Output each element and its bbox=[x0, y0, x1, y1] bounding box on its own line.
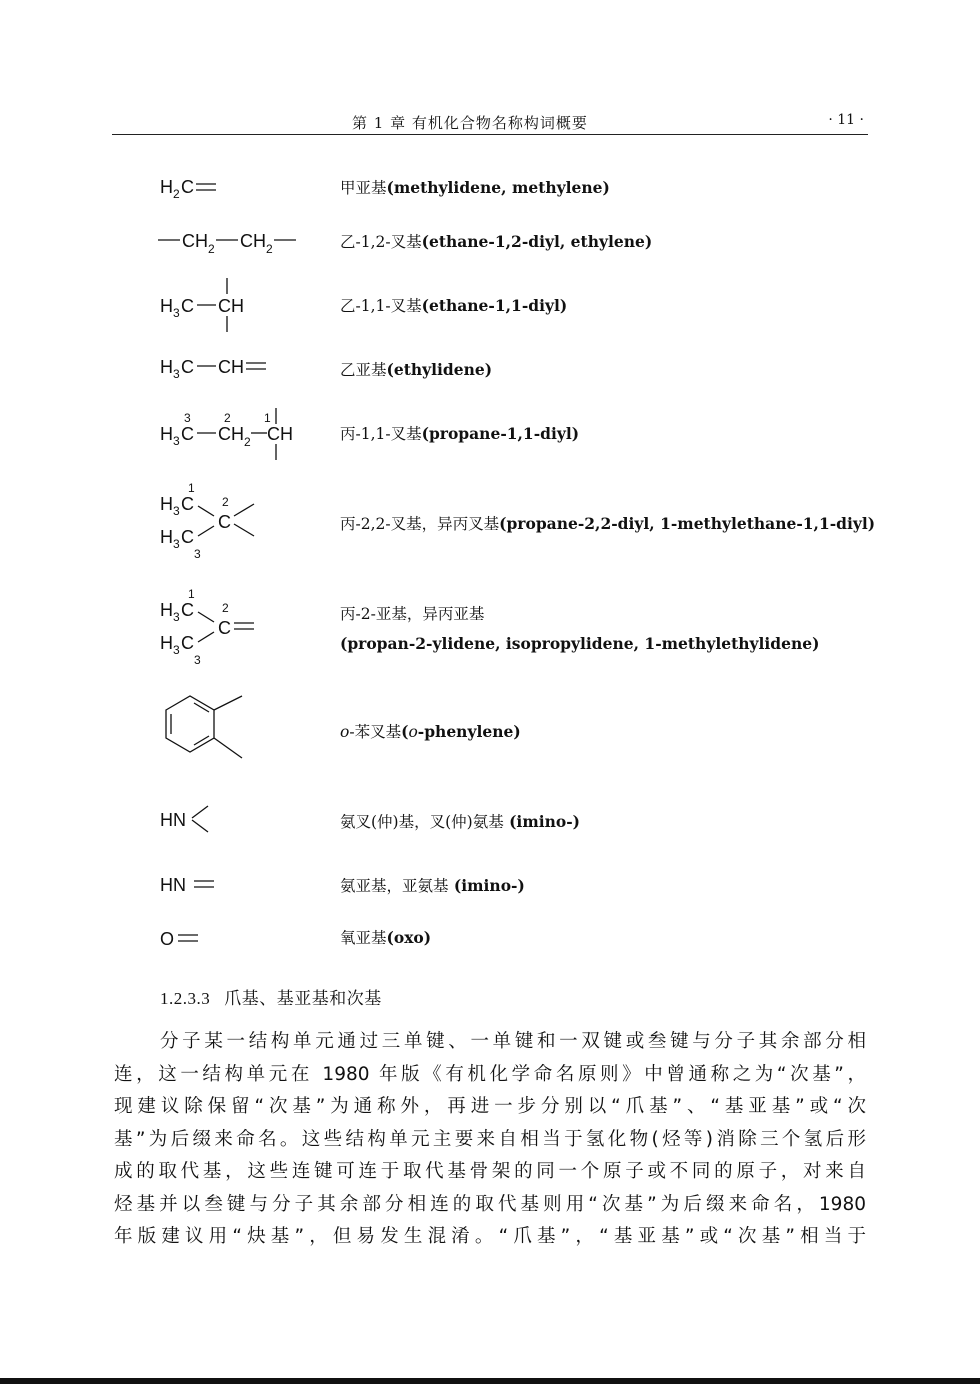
entry-name-6: 丙-2,2-叉基，异丙叉基(propane-2,2-diyl, 1-methylethane-1,1-diyl) bbox=[340, 514, 876, 533]
svg-text:2: 2 bbox=[224, 411, 231, 425]
svg-text:O: O bbox=[160, 929, 175, 949]
svg-text:CH: CH bbox=[218, 424, 244, 444]
svg-text:C: C bbox=[181, 177, 194, 197]
svg-text:3: 3 bbox=[184, 411, 191, 425]
svg-text:C: C bbox=[181, 600, 194, 620]
svg-text:1: 1 bbox=[188, 481, 195, 495]
paragraph-line: 分子某一结构单元通过三单键、一单键和一双键或叁键与分子其余部分相 bbox=[160, 1031, 866, 1052]
svg-text:H: H bbox=[160, 296, 173, 316]
paragraph-line: 烃基并以叁键与分子其余部分相连的取代基则用“次基”为后缀来命名，1980 bbox=[114, 1193, 866, 1215]
svg-text:H: H bbox=[160, 600, 173, 620]
svg-text:1: 1 bbox=[188, 587, 195, 601]
entry-name-4: 乙亚基(ethylidene) bbox=[340, 360, 493, 379]
svg-text:C: C bbox=[181, 296, 194, 316]
section-heading bbox=[160, 984, 382, 1009]
svg-text:C: C bbox=[181, 494, 194, 514]
svg-text:C: C bbox=[181, 357, 194, 377]
entry-name-2: 乙-1,2-叉基(ethane-1,2-diyl, ethylene) bbox=[340, 232, 653, 251]
svg-text:H: H bbox=[160, 494, 173, 514]
svg-text:3: 3 bbox=[173, 537, 180, 551]
running-header bbox=[112, 108, 868, 135]
svg-text:3: 3 bbox=[173, 306, 180, 320]
section-title-text: 爪基、基亚基和次基 bbox=[224, 989, 382, 1009]
entry-name-5: 丙-1,1-叉基(propane-1,1-diyl) bbox=[340, 424, 580, 443]
svg-text:H: H bbox=[160, 177, 173, 197]
svg-text:H: H bbox=[160, 357, 173, 377]
chapter-title: 第 1 章 有机化合物名称构词概要 bbox=[352, 114, 588, 132]
formula-propan-2-ylidene bbox=[150, 584, 330, 667]
entry-name-3: 乙-1,1-叉基(ethane-1,1-diyl) bbox=[340, 296, 568, 315]
svg-text:2: 2 bbox=[173, 187, 180, 201]
page-number: · 11 · bbox=[828, 112, 864, 128]
svg-text:CH: CH bbox=[182, 231, 208, 251]
svg-text:C: C bbox=[181, 527, 194, 547]
svg-text:2: 2 bbox=[244, 435, 251, 449]
svg-text:C: C bbox=[218, 512, 231, 532]
paragraph-line: 年版建议用“炔基”，但易发生混淆。“爪基”，“基亚基”或“次基”相当于 bbox=[114, 1226, 866, 1247]
paragraph-line: 基”为后缀来命名。这些结构单元主要来自相当于氢化物(烃等)消除三个氢后形 bbox=[114, 1128, 866, 1150]
svg-text:2: 2 bbox=[208, 242, 215, 256]
entry-name-11: 氧亚基(oxo) bbox=[340, 928, 432, 947]
entry-name-8: o-苯叉基(o-phenylene) bbox=[340, 722, 521, 741]
svg-text:H: H bbox=[160, 527, 173, 547]
svg-text:2: 2 bbox=[222, 495, 229, 509]
svg-text:H: H bbox=[160, 424, 173, 444]
svg-text:3: 3 bbox=[194, 547, 201, 561]
entry-name-7-en: (propan-2-ylidene, isopropylidene, 1-methylethylidene) bbox=[340, 634, 820, 653]
svg-text:CH: CH bbox=[218, 357, 244, 377]
svg-text:C: C bbox=[218, 618, 231, 638]
paragraph-line: 现建议除保留“次基”为通称外，再进一步分别以“爪基”、“基亚基”或“次 bbox=[114, 1096, 866, 1117]
entry-name-7: 丙-2-亚基，异丙亚基 bbox=[340, 605, 485, 623]
entry-name-9: 氨叉(仲)基，叉(仲)氨基 (imino-) bbox=[340, 812, 580, 831]
svg-text:3: 3 bbox=[173, 610, 180, 624]
formula-o-phenylene bbox=[150, 690, 330, 770]
svg-text:HN: HN bbox=[160, 810, 186, 830]
svg-text:3: 3 bbox=[173, 434, 180, 448]
svg-text:CH: CH bbox=[218, 296, 244, 316]
svg-text:C: C bbox=[181, 424, 194, 444]
section-number: 1.2.3.3 bbox=[160, 989, 211, 1008]
svg-text:3: 3 bbox=[173, 504, 180, 518]
svg-text:2: 2 bbox=[222, 601, 229, 615]
formula-propane-1-1-diyl bbox=[150, 402, 330, 482]
svg-text:1: 1 bbox=[264, 411, 271, 425]
paragraph-line: 连，这一结构单元在 1980 年版《有机化学命名原则》中曾通称之为“次基”， bbox=[114, 1063, 866, 1085]
paragraph-line: 成的取代基，这些连键可连于取代基骨架的同一个原子或不同的原子，对来自 bbox=[114, 1161, 866, 1182]
svg-text:3: 3 bbox=[173, 643, 180, 657]
svg-text:HN: HN bbox=[160, 875, 186, 895]
body-paragraph bbox=[114, 1026, 866, 1254]
svg-text:3: 3 bbox=[173, 367, 180, 381]
svg-text:2: 2 bbox=[266, 242, 273, 256]
formula-propane-2-2-diyl bbox=[150, 478, 330, 561]
entry-name-10: 氨亚基，亚氨基 (imino-) bbox=[340, 876, 525, 895]
bottom-border bbox=[0, 1378, 980, 1384]
svg-text:CH: CH bbox=[240, 231, 266, 251]
entry-name-1: 甲亚基(methylidene, methylene) bbox=[340, 178, 610, 197]
formula-ethane-1-1-diyl bbox=[150, 274, 330, 354]
svg-text:H: H bbox=[160, 633, 173, 653]
svg-text:CH: CH bbox=[267, 424, 293, 444]
svg-text:3: 3 bbox=[194, 653, 201, 667]
svg-text:C: C bbox=[181, 633, 194, 653]
